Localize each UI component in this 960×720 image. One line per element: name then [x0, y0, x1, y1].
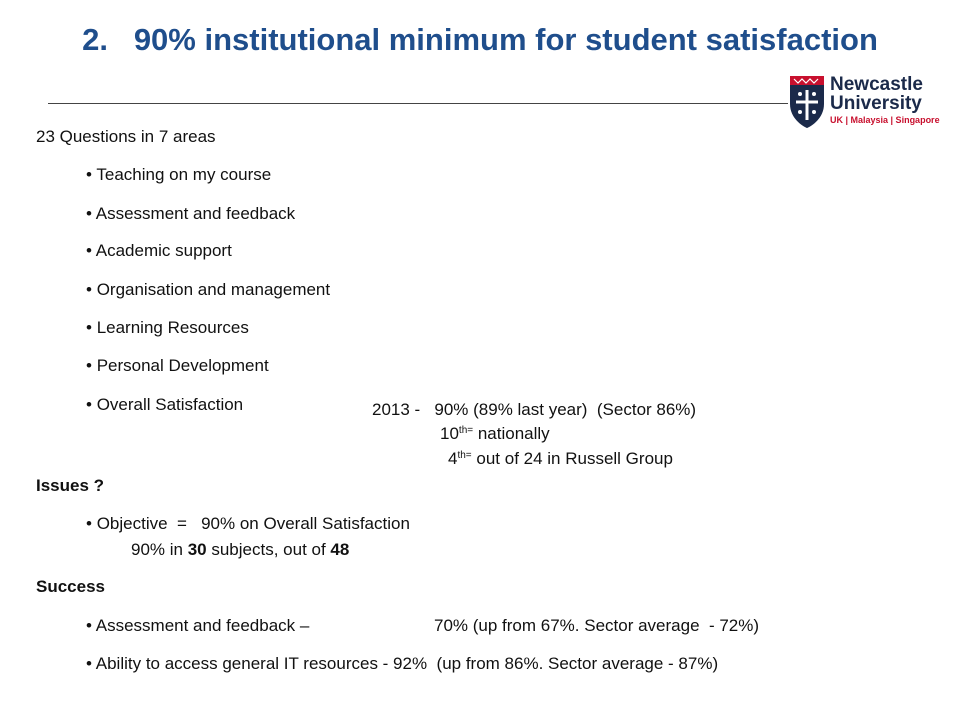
rank-suffix: th= [458, 425, 474, 436]
list-item: • Teaching on my course [86, 165, 272, 184]
list-item: • Academic support [86, 241, 232, 260]
subjects-line [131, 540, 349, 560]
subjects-count: 30 [187, 540, 207, 559]
intro-text: 23 Questions in 7 areas [36, 127, 216, 146]
area-label: Overall Satisfaction [96, 395, 244, 414]
subjects-total: 48 [330, 540, 350, 559]
list-item: • Overall Satisfaction [86, 395, 244, 414]
title-divider [48, 103, 788, 104]
logo-line1: Newcastle [830, 74, 923, 95]
area-label: Learning Resources [96, 318, 249, 337]
list-item: • Organisation and management [86, 280, 331, 299]
subjects-text: 90% in [131, 540, 188, 559]
success-label: Ability to access general IT resources - 92% (up from 86%. Sector average - 87%) [95, 654, 719, 673]
logo-tagline: UK | Malaysia | Singapore [830, 115, 940, 125]
objective-text: Objective = 90% on Overall Satisfaction [96, 514, 410, 533]
objective-item: • Objective = 90% on Overall Satisfaction [86, 514, 410, 533]
slide-title [0, 22, 960, 58]
title-number: 2. [82, 22, 108, 57]
subjects-text: subjects, out of [206, 540, 331, 559]
area-label: Assessment and feedback [95, 204, 296, 223]
success-value: 70% (up from 67%. Sector average - 72%) [434, 616, 760, 635]
list-item: • Personal Development [86, 356, 269, 375]
issues-heading: Issues ? [36, 476, 105, 495]
university-logo [788, 74, 940, 130]
national-rank [440, 424, 550, 444]
list-item: • Assessment and feedback [86, 204, 296, 223]
rank-suffix: th= [457, 450, 472, 461]
area-label: Teaching on my course [96, 165, 272, 184]
area-label: Academic support [95, 241, 232, 260]
rank-value: 10 [440, 424, 459, 443]
success-item: • Assessment and feedback – [86, 616, 310, 635]
rank-text: nationally [473, 424, 550, 443]
success-heading: Success [36, 577, 105, 596]
title-text: 90% institutional minimum for student satisfaction [133, 22, 878, 57]
result-line: 2013 - 90% (89% last year) (Sector 86%) [372, 400, 697, 419]
area-label: Personal Development [96, 356, 269, 375]
success-item: • Ability to access general IT resources - 92% (up from 86%. Sector average - 87%) [86, 654, 719, 673]
russell-group-rank [448, 449, 673, 469]
area-label: Organisation and management [96, 280, 331, 299]
list-item: • Learning Resources [86, 318, 249, 337]
logo-line2: University [830, 93, 922, 114]
success-label: Assessment and feedback – [95, 616, 310, 635]
rank-value: 4 [448, 449, 458, 468]
rank-text: out of 24 in Russell Group [471, 449, 673, 468]
